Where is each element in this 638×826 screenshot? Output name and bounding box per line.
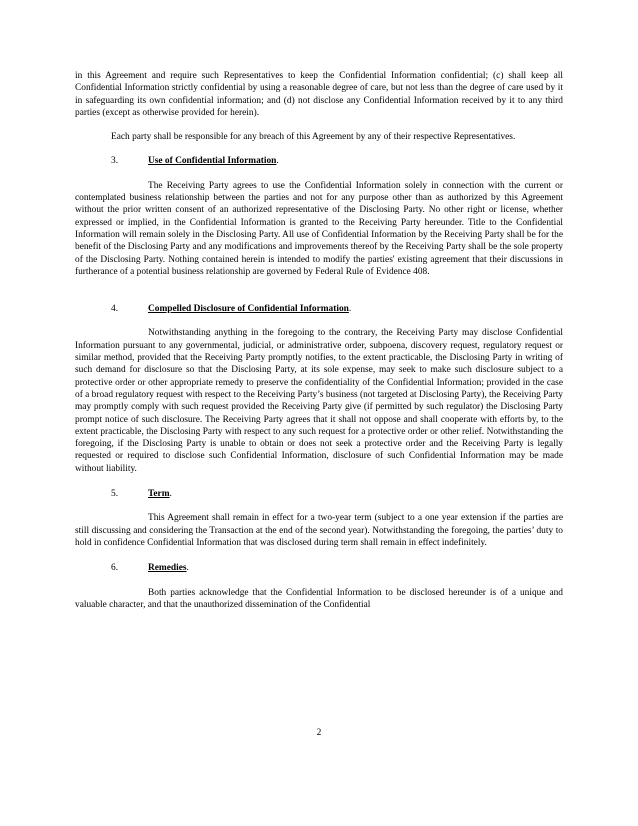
section-4-body: Notwithstanding anything in the foregoing to the contrary, the Receiving Party may disclose Confidential Information pursuant to any governmental, judicial, or administrative order, subpoena, discovery request, regulatory request or similar method, provided that the Receiving Party promptly notifies, to the extent practicable, the Disclosing Party in writing of such demand for disclosure so that the Disclosing Party, at its sole expense, may seek to make such disclosure subject to a protective order or other appropriate remedy to preserve the confidentiality of the Confidential Information; provided in the case of a broad regulatory request with respect to the Receiving Party’s business (not targeted at Disclosing Party), the Receiving Party may promptly comply with such request provided the Receiving Party give (if permitted by such regulator) the Disclosing Party prompt notice of such disclosure. The Receiving Party agrees that it shall not oppose and shall cooperate with efforts by, to the extent practicable, the Disclosing Party with respect to any such request for a protective order or other relief. Notwithstanding the foregoing, if the Disclosing Party is unable to obtain or does not seek a protective order and the Receiving Party is legally requested or required to disclose such Confidential Information, disclosure of such Confidential Information may be made without liability. — [75, 328, 563, 474]
section-title: Use of Confidential Information — [148, 156, 277, 167]
continued-paragraph: in this Agreement and require such Representatives to keep the Confidential Information confidential; (c) shall keep all Confidential Information strictly confidential by using a reasonable degree of care, but not less than the degree of care used by it in safeguarding its own confidential information; and (d) not disclose any Confidential Information received by it to any third parties (except as otherwise provided for herein). — [75, 71, 563, 118]
section-number: 6. — [111, 563, 119, 574]
section-4-heading: 4. Compelled Disclosure of Confidential Information. — [111, 304, 352, 315]
document-page — [75, 70, 563, 611]
section-6-heading: 6. Remedies. — [111, 563, 189, 574]
section-5-heading: 5. Term. — [111, 489, 172, 500]
responsibility-paragraph: Each party shall be responsible for any breach of this Agreement by any of their respective Representatives. — [111, 132, 516, 143]
page-number: 2 — [316, 728, 322, 738]
section-number: 3. — [111, 156, 119, 167]
section-5-body: This Agreement shall remain in effect for a two-year term (subject to a one year extension if the parties are still discussing and considering the Transaction at the end of the second year). Notwithstanding the foregoing, the parties’ duty to hold in confidence Confidential Information that was disclosed during term shall remain in effect indefinitely. — [75, 513, 563, 548]
section-number: 5. — [111, 489, 119, 500]
section-6-body: Both parties acknowledge that the Confidential Information to be disclosed hereunder is of a unique and valuable character, and that the unauthorized dissemination of the Confidential — [75, 587, 563, 610]
section-title: Compelled Disclosure of Confidential Information — [148, 304, 349, 315]
section-3-heading: 3. Use of Confidential Information. — [111, 156, 279, 167]
section-3-body: The Receiving Party agrees to use the Confidential Information solely in connection with the current or contemplated business relationship between the parties and not for any purpose other than as authorized by this Agreement without the prior written consent of an authorized representative of the Disclosing Party. No other right or license, whether expressed or implied, in the Confidential Information is granted to the Receiving Party hereunder. Title to the Confidential Information will remain solely in the Disclosing Party. All use of Confidential Information by the Receiving Party shall be for the benefit of the Disclosing Party and any modifications and improvements thereof by the Receiving Party shall be the sole property of the Disclosing Party. Nothing contained herein is intended to modify the parties' existing agreement that their discussions in furtherance of a potential business relationship are governed by Federal Rule of Evidence 408. — [75, 180, 563, 277]
section-title: Term — [148, 489, 170, 500]
section-title: Remedies — [148, 563, 187, 574]
section-number: 4. — [111, 304, 119, 315]
